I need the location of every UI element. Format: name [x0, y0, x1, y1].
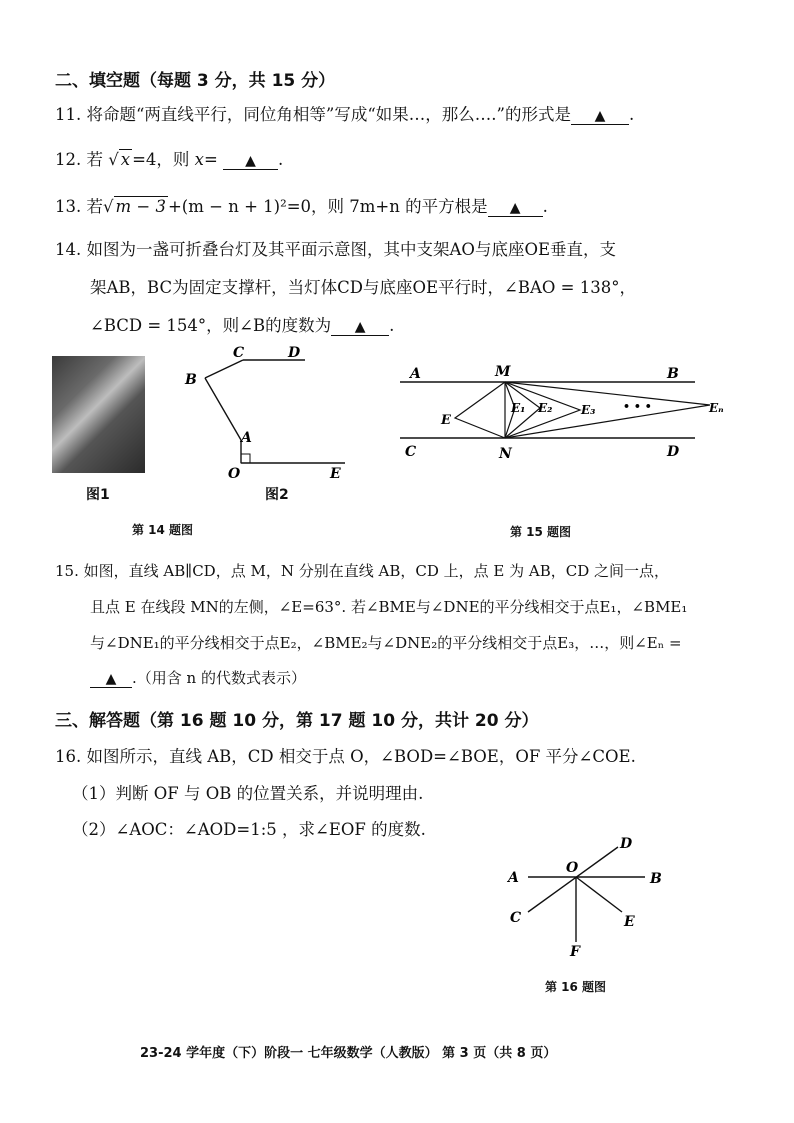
question-number: 14. — [55, 240, 82, 259]
question-number: 13. — [55, 197, 82, 216]
point-b: B — [185, 372, 197, 388]
question-12 — [55, 146, 283, 170]
answer-blank: ▲ — [90, 671, 132, 688]
point-e: E — [441, 413, 451, 428]
variable: x — [194, 150, 204, 169]
ray-oe — [576, 877, 622, 912]
point-a: A — [410, 366, 421, 382]
line-cd — [528, 847, 618, 912]
question-14-line-1 — [55, 236, 616, 260]
answer-blank: ▲ — [488, 200, 543, 217]
ellipsis-dots: • • • — [623, 400, 652, 413]
path-mEnn — [505, 382, 710, 438]
point-b: B — [667, 366, 679, 382]
point-e2: E₂ — [538, 401, 553, 415]
answer-blank: ▲ — [331, 319, 389, 336]
radicand: m − 3 — [115, 197, 166, 216]
question-number: 12. — [55, 150, 82, 169]
question-end: . — [278, 150, 284, 169]
point-d: D — [620, 836, 633, 852]
point-a: A — [241, 430, 252, 446]
point-c: C — [405, 444, 417, 460]
point-o: O — [228, 466, 241, 482]
question-16-line-1 — [55, 743, 636, 767]
point-n: N — [499, 446, 512, 462]
segment-ba — [205, 378, 241, 440]
right-angle-mark — [241, 454, 250, 463]
question-text: 将命题“两直线平行，同位角相等”写成“如果…，那么….”的形式是 — [86, 105, 571, 124]
question-16-part-1: （1）判断 OF 与 OB 的位置关系，并说明理由. — [72, 784, 424, 803]
intersecting-lines-diagram — [500, 832, 675, 960]
question-text: ∠BCD = 154°，则∠B的度数为 — [90, 316, 332, 335]
point-e1: E₁ — [511, 401, 526, 415]
question-tail: .（用含 n 的代数式表示） — [132, 669, 306, 687]
point-c: C — [510, 910, 522, 926]
answer-blank: ▲ — [571, 108, 629, 125]
point-e: E — [624, 914, 635, 930]
question-16-part-2: （2）∠AOC：∠AOD=1:5 ，求∠EOF 的度数. — [72, 820, 426, 839]
question-number: 15. — [55, 562, 79, 580]
path-mEn — [455, 382, 505, 438]
segment-bc — [205, 360, 243, 378]
question-end: . — [389, 316, 395, 335]
fig2-label: 图2 — [265, 487, 289, 503]
equals: = — [203, 150, 218, 169]
question-number: 16. — [55, 747, 82, 766]
question-middle: +(m − n + 1)²=0，则 7m+n 的平方根是 — [167, 197, 488, 216]
radicand: x — [120, 150, 131, 169]
parallel-lines-diagram — [395, 360, 740, 465]
point-b: B — [650, 871, 662, 887]
point-d: D — [288, 345, 301, 361]
fig1-label: 图1 — [86, 487, 110, 503]
question-end: . — [629, 105, 635, 124]
question-text: 如图为一盏可折叠台灯及其平面示意图，其中支架AO与底座OE垂直，支 — [86, 240, 617, 259]
question-prefix: 若 — [86, 150, 103, 169]
lamp-diagram — [175, 340, 355, 485]
question-prefix: 若 — [86, 197, 103, 216]
question-end: . — [542, 197, 548, 216]
sqrt-expression: √ m − 3 — [103, 197, 166, 216]
question-14-line-2: 架AB，BC为固定支撑杆，当灯体CD与底座OE平行时，∠BAO = 138°， — [90, 278, 636, 297]
point-e3: E₃ — [581, 403, 596, 417]
question-13 — [55, 193, 548, 217]
fig16-caption: 第 16 题图 — [545, 980, 607, 994]
question-text: 如图，直线 AB∥CD，点 M，N 分别在直线 AB，CD 上，点 E 为 AB，CD 之间一点， — [83, 562, 669, 580]
point-a: A — [508, 870, 519, 886]
point-m: M — [495, 364, 511, 380]
fig15-caption: 第 15 题图 — [510, 525, 572, 539]
point-d: D — [667, 444, 680, 460]
point-c: C — [233, 345, 245, 361]
point-o: O — [566, 860, 579, 876]
fig14-caption: 第 14 题图 — [132, 523, 194, 537]
lamp-photo — [52, 356, 145, 473]
section-heading-fill-blank: 二、填空题（每题 3 分，共 15 分） — [55, 71, 336, 91]
sqrt-expression: √ x — [108, 150, 131, 169]
question-15-line-4 — [90, 667, 306, 688]
question-11 — [55, 101, 634, 125]
point-e: E — [330, 466, 341, 482]
question-text: 如图所示，直线 AB，CD 相交于点 O，∠BOD=∠BOE，OF 平分∠COE. — [86, 747, 636, 766]
question-15-line-1 — [55, 560, 669, 581]
section-heading-answer: 三、解答题（第 16 题 10 分，第 17 题 10 分，共计 20 分） — [55, 711, 539, 731]
answer-blank: ▲ — [223, 153, 278, 170]
question-number: 11. — [55, 105, 82, 124]
question-14-line-3 — [90, 312, 394, 336]
question-15-line-3: 与∠DNE₁的平分线相交于点E₂，∠BME₂与∠DNE₂的平分线相交于点E₃，…，则∠Eₙ = — [90, 634, 682, 652]
point-en: Eₙ — [709, 401, 724, 415]
question-15-line-2: 且点 E 在线段 MN的左侧，∠E=63°. 若∠BME与∠DNE的平分线相交于点E₁，∠BME₁ — [90, 598, 688, 616]
page-footer: 23-24 学年度（下）阶段一 七年级数学（人教版） 第 3 页（共 8 页） — [140, 1046, 557, 1061]
point-f: F — [570, 944, 580, 960]
question-middle: =4，则 — [132, 150, 190, 169]
